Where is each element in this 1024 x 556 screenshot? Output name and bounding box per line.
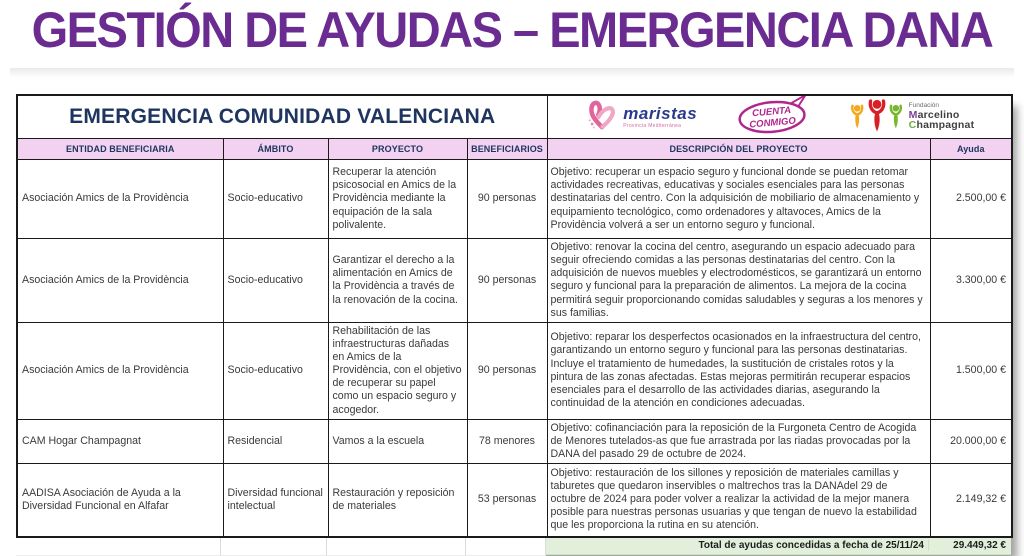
cell-proyecto: Garantizar el derecho a la alimentación en Amics de la Providència a través de la renovación de la cocina.: [328, 239, 467, 323]
col-header-ayuda: Ayuda: [930, 139, 1012, 160]
total-empty-cell: [466, 538, 546, 556]
cell-entity: Asociación Amics de la Providència: [17, 322, 223, 419]
table-title: EMERGENCIA COMUNIDAD VALENCIANA: [17, 95, 547, 139]
cell-entity: AADISA Asociación de Ayuda a la Diversidad Funcional en Alfafar: [17, 464, 223, 537]
total-empty-cell: [16, 538, 221, 556]
total-label: Total de ayudas concedidas a fecha de 25/11/24: [698, 540, 924, 551]
cell-beneficiarios: 90 personas: [467, 322, 547, 419]
total-row: [16, 538, 1011, 555]
champagnat-fundacion-label: Fundación: [908, 101, 940, 109]
cell-ambito: Socio-educativo: [223, 239, 328, 323]
cell-beneficiarios: 78 menores: [467, 419, 547, 463]
champagnat-figures-icon: [849, 96, 905, 138]
total-empty-cell: [221, 538, 326, 556]
maristas-wordmark: maristas: [623, 104, 698, 123]
col-header-ambito: ÁMBITO: [223, 139, 328, 160]
fundacion-marcelino-champagnat-logo: [849, 96, 975, 138]
cell-beneficiarios: 90 personas: [467, 239, 547, 323]
cuenta-conmigo-logo: [730, 95, 816, 139]
aid-table: [16, 94, 1011, 555]
cell-proyecto: Restauración y reposición de materiales: [328, 464, 467, 537]
champagnat-surname-rest: hampagnat: [916, 119, 975, 132]
cell-ayuda: 20.000,00 €: [930, 419, 1012, 463]
cell-ayuda: 2.149,32 €: [930, 464, 1012, 537]
cell-descripcion: Objetivo: cofinanciación para la reposición de la Furgoneta Centro de Acogida de Menores tutelados-as que fue arrastrada por las riadas provocadas por la DANA del pasado 29 de octubre de 2024.: [547, 419, 930, 463]
col-header-entidad: ENTIDAD BENEFICIARIA: [17, 139, 223, 160]
cell-proyecto: Rehabilitación de las infraestructuras dañadas en Amics de la Providència, con el objetivo de recuperar su papel como un espacio seguro y acogedor.: [328, 322, 467, 419]
table-row: [17, 419, 1012, 463]
cell-beneficiarios: 53 personas: [467, 464, 547, 537]
cell-ambito: Socio-educativo: [223, 322, 328, 419]
table-row: [17, 160, 1012, 239]
cuenta-conmigo-line2: CONMIGO: [748, 115, 797, 131]
cell-proyecto: Recuperar la atención psicosocial en Amics de la Providència mediante la equipación de la sala polivalente.: [328, 160, 467, 239]
cell-ambito: Diversidad funcional intelectual: [223, 464, 328, 537]
table-header-band: [17, 95, 1012, 139]
champagnat-c-initial: C: [908, 119, 917, 132]
cell-entity: Asociación Amics de la Providència: [17, 160, 223, 239]
cell-ayuda: 3.300,00 €: [930, 239, 1012, 323]
cuenta-conmigo-line1: CUENTA: [751, 104, 792, 119]
cell-ambito: Socio-educativo: [223, 160, 328, 239]
cell-ambito: Residencial: [223, 419, 328, 463]
cell-entity: Asociación Amics de la Providència: [17, 239, 223, 323]
aid-table-grid: [16, 94, 1013, 538]
total-value: 29.449,32 €: [928, 540, 1011, 551]
logo-band: [547, 95, 1012, 139]
column-header-row: [17, 139, 1012, 160]
col-header-beneficiarios: BENEFICIARIOS: [467, 139, 547, 160]
cell-ayuda: 2.500,00 €: [930, 160, 1012, 239]
cell-descripcion: Objetivo: recuperar un espacio seguro y funcional donde se puedan retomar actividades recreativas, educativas y sociales esenciales para las personas destinatarias del centro. Con la adquisición de mobiliario de almacenamiento y equipamiento tecnológico, como ordenadores y altavoces, Amics de la Providència volverá a ser un entorno seguro y funcional.: [547, 160, 930, 239]
page-title: GESTIÓN DE AYUDAS – EMERGENCIA DANA: [31, 1, 993, 58]
table-row: [17, 239, 1012, 323]
cell-descripcion: Objetivo: restauración de los sillones y reposición de materiales camillas y taburetes que quedaron inservibles o maltrechos tras la DANAdel 29 de octubre de 2024 para poder volver a realizar la actividad de la mejor manera posible para nuestras personas usuarias y que tengan de nuevo la estabilidad que les proporciona la rutina en su atención.: [547, 464, 930, 537]
col-header-descripcion: DESCRIPCIÓN DEL PROYECTO: [547, 139, 930, 160]
total-empty-cell: [327, 538, 466, 556]
cell-proyecto: Vamos a la escuela: [328, 419, 467, 463]
maristas-logo: [584, 96, 697, 138]
maristas-heart-icon: [584, 96, 620, 138]
table-row: [17, 464, 1012, 537]
maristas-subtitle: Provincia Mediterránea: [623, 123, 682, 129]
table-row: [17, 322, 1012, 419]
cell-beneficiarios: 90 personas: [467, 160, 547, 239]
champagnat-name-rest: arcelino: [917, 108, 960, 121]
champagnat-m-initial: M: [908, 108, 918, 121]
cell-entity: CAM Hogar Champagnat: [17, 419, 223, 463]
cell-descripcion: Objetivo: reparar los desperfectos ocasionados en la infraestructura del centro, garantizando un entorno seguro y funcional para las personas destinatarias. Incluye el tratamiento de humedades, la sustitución de cristales rotos y la pintura de las zonas afectadas. Estas mejoras permitirán recuperar espacios esenciales para el desarrollo de las actividades diarias, asegurando la continuidad de la atención en condiciones adecuadas.: [547, 322, 930, 419]
title-shadow-band: [10, 68, 1014, 78]
col-header-proyecto: PROYECTO: [328, 139, 467, 160]
cell-ayuda: 1.500,00 €: [930, 322, 1012, 419]
cell-descripcion: Objetivo: renovar la cocina del centro, asegurando un espacio adecuado para seguir ofreciendo comidas a las personas destinatarias del centro. Con la adquisición de nuevos muebles y electrodomésticos, se garantizará un entorno seguro y funcional para la preparación de alimentos. La mejora de la cocina permitirá seguir proporcionando comidas saludables y seguras a los menores y sus familias.: [547, 239, 930, 323]
